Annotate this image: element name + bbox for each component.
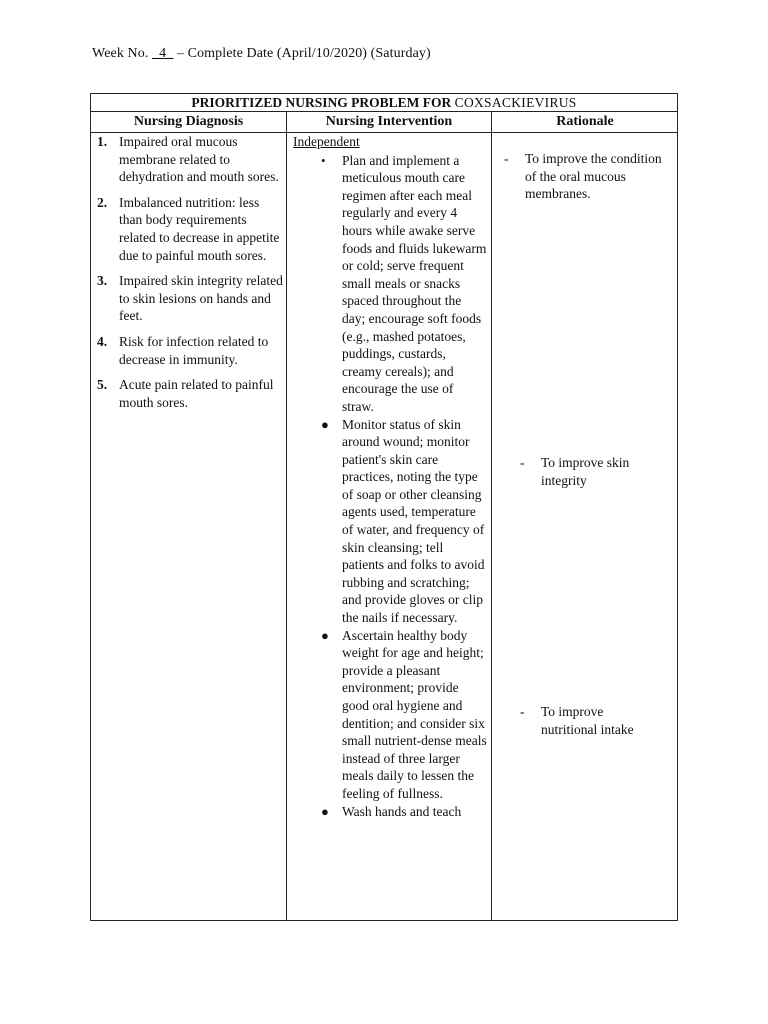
list-item bbox=[97, 376, 283, 411]
dash-marker: - bbox=[520, 455, 525, 470]
intervention-text: Ascertain healthy body weight for age and height; provide a pleasant environment; provide good oral hygiene and dentition; and consider six small nutrient-dense meals instead of three larger meals daily to lessen the feeling of fullness. bbox=[342, 627, 487, 801]
column-header-rationale: Rationale bbox=[556, 114, 614, 129]
rationale-item bbox=[520, 703, 652, 738]
diagnosis-text: Acute pain related to painful mouth sores. bbox=[119, 377, 274, 410]
diagnosis-list bbox=[97, 133, 283, 419]
list-item bbox=[293, 803, 487, 821]
list-item bbox=[97, 133, 283, 186]
diagnosis-text: Imbalanced nutrition: less than body requirements related to decrease in appetite due to painful mouth sores. bbox=[119, 194, 280, 263]
column-divider bbox=[286, 112, 287, 920]
list-item bbox=[293, 416, 487, 627]
column-header-intervention: Nursing Intervention bbox=[325, 114, 453, 129]
rationale-text: To improve nutritional intake bbox=[541, 704, 634, 737]
list-number: 1. bbox=[97, 134, 108, 149]
rationale-text: To improve the condition of the oral mucous membranes. bbox=[525, 151, 662, 202]
bullet-icon: ● bbox=[321, 803, 329, 819]
list-number: 5. bbox=[97, 377, 108, 393]
dash-marker: - bbox=[520, 704, 525, 719]
page-header bbox=[92, 46, 431, 62]
week-label: Week No. bbox=[92, 46, 153, 61]
list-number: 3. bbox=[97, 273, 108, 289]
date-text: – Complete Date (April/10/2020) (Saturday) bbox=[173, 46, 431, 61]
table-title-subject: COXSACKIEVIRUS bbox=[454, 95, 577, 110]
list-item bbox=[97, 194, 283, 264]
bullet-icon: • bbox=[321, 152, 326, 168]
list-number: 2. bbox=[97, 194, 108, 210]
independent-heading: Independent bbox=[293, 134, 360, 149]
dash-marker: - bbox=[504, 151, 509, 166]
rationale-item bbox=[520, 454, 652, 489]
table-title bbox=[91, 94, 677, 112]
week-number: _4_ bbox=[152, 46, 174, 61]
column-divider bbox=[491, 112, 492, 920]
diagnosis-text: Risk for infection related to decrease in immunity. bbox=[119, 333, 269, 367]
list-item bbox=[293, 627, 487, 803]
bullet-icon: ● bbox=[321, 416, 329, 432]
intervention-column bbox=[293, 133, 487, 820]
nursing-problem-table bbox=[90, 93, 678, 921]
diagnosis-text: Impaired skin integrity related to skin lesions on hands and feet. bbox=[119, 273, 283, 324]
rationale-item bbox=[504, 150, 664, 203]
bullet-icon: ● bbox=[321, 627, 329, 643]
intervention-text: Plan and implement a meticulous mouth care regimen after each meal regularly and every 4 hours while awake serve foods and fluids lukewarm or cold; serve frequent small meals or snacks spaced throughout the day; encourage soft foods (e.g., mashed potatoes, puddings, custards, creamy cereals); and encourage the use of straw. bbox=[342, 152, 487, 414]
list-number: 4. bbox=[97, 333, 108, 349]
rationale-text: To improve skin integrity bbox=[541, 455, 630, 488]
intervention-text: Wash hands and teach bbox=[342, 803, 462, 819]
table-title-prefix: PRIORITIZED NURSING PROBLEM FOR bbox=[191, 95, 455, 110]
column-header-row bbox=[91, 112, 677, 133]
list-item bbox=[293, 152, 487, 416]
list-item bbox=[97, 333, 283, 368]
diagnosis-text: Impaired oral mucous membrane related to dehydration and mouth sores. bbox=[119, 134, 279, 185]
intervention-text: Monitor status of skin around wound; monitor patient's skin care practices, noting the type of soap or other cleansing agents used, temperature of water, and frequency of skin cleansing; tell patients and folks to avoid rubbing and scratching; and provide gloves or clip the nails if necessary. bbox=[342, 416, 485, 626]
column-header-diagnosis: Nursing Diagnosis bbox=[133, 114, 244, 129]
list-item bbox=[97, 272, 283, 325]
